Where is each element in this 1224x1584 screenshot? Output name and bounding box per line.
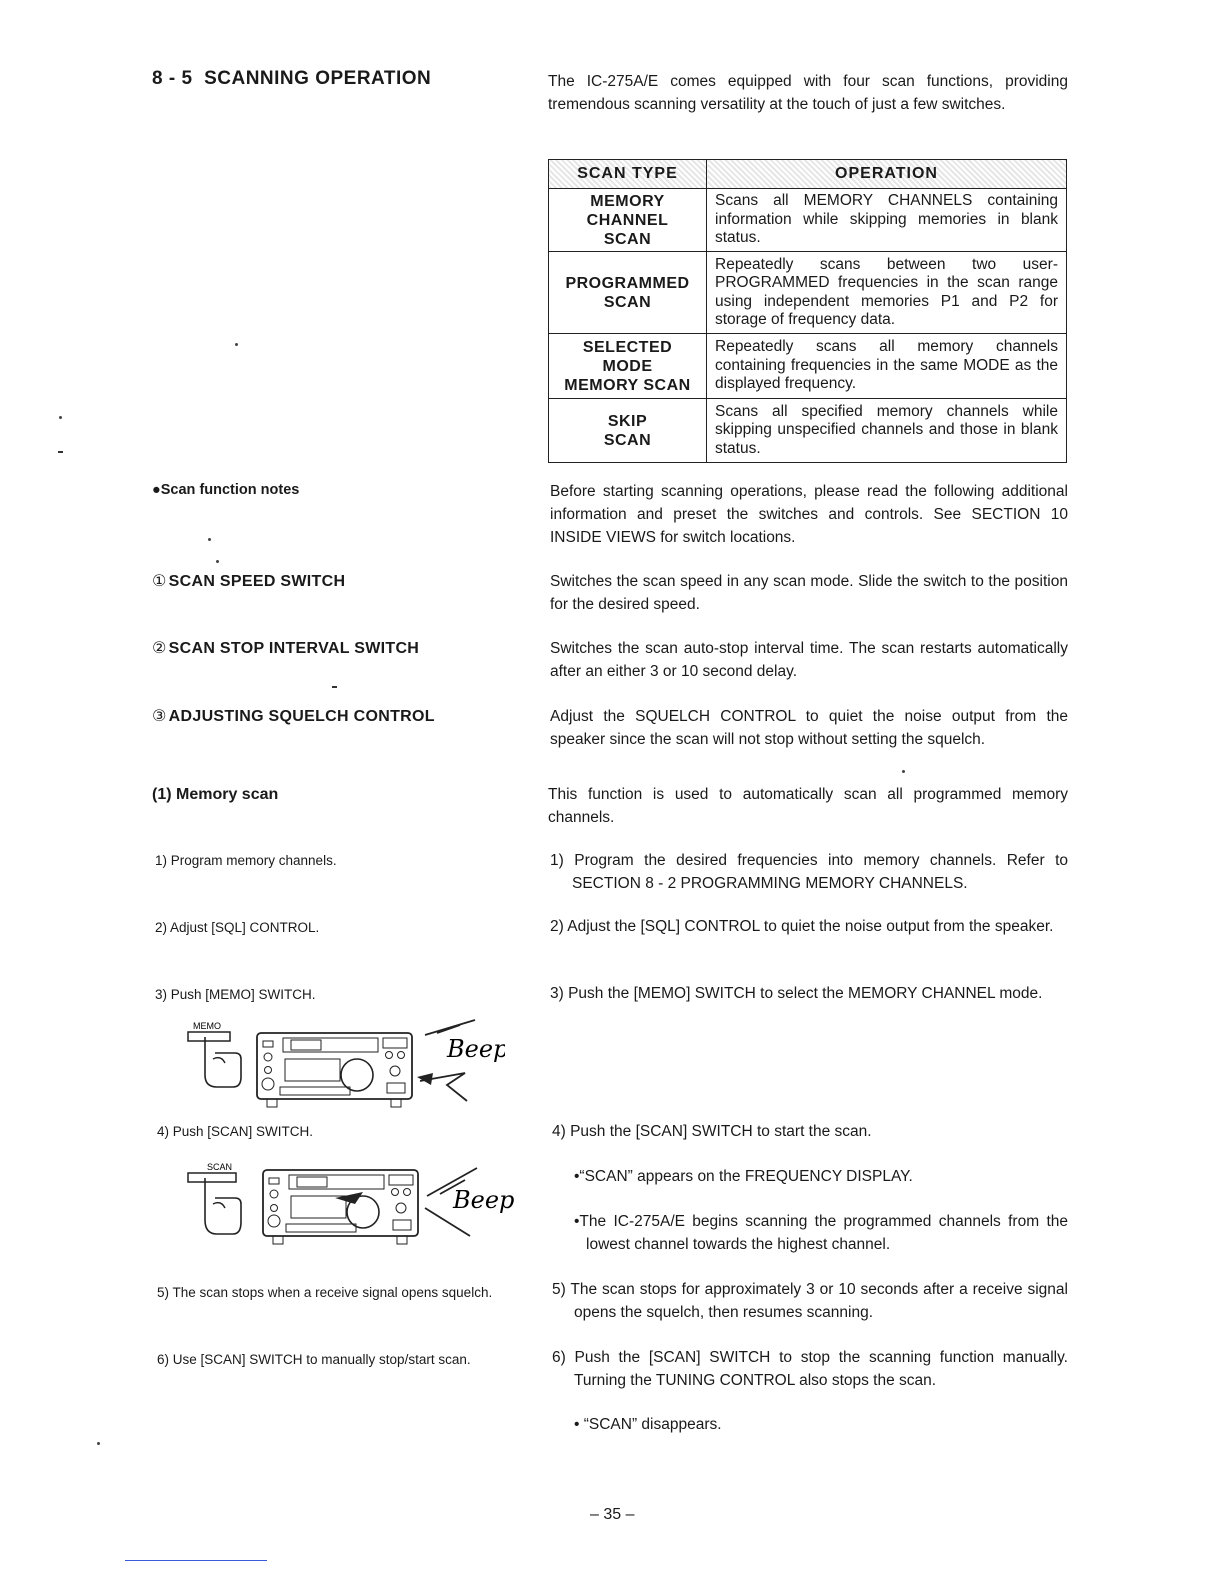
step4-bullet-2 (574, 1210, 1068, 1256)
section-intro: The IC-275A/E comes equipped with four scan functions, providing tremendous scanning versatility at the touch of just a few switches. (548, 73, 1068, 113)
step-right-6 (552, 1346, 1068, 1392)
section-number: 8 - 5 (152, 68, 193, 89)
note-title: ADJUSTING SQUELCH CONTROL (168, 708, 435, 725)
scan-type-cell (549, 189, 707, 252)
table-row (549, 252, 1067, 334)
type-line: SCAN (603, 230, 652, 248)
section-title: SCANNING OPERATION (204, 68, 432, 89)
scan-label: SCAN (207, 1162, 233, 1172)
step-right-4: 4) Push the [SCAN] SWITCH to start the scan. (552, 1123, 872, 1140)
type-line: SKIP (607, 412, 648, 430)
step-right-5 (552, 1278, 1068, 1324)
step-left-5: 5) The scan stops when a receive signal opens squelch. (157, 1285, 493, 1300)
scan-edge-line (125, 1560, 267, 1561)
scan-speck (902, 770, 905, 773)
note-heading-scan-speed (152, 571, 345, 591)
type-line: SCAN (603, 431, 652, 449)
step-left-3: 3) Push [MEMO] SWITCH. (155, 987, 316, 1002)
circled-number: ② (152, 640, 167, 657)
step4-bullet-1: •“SCAN” appears on the FREQUENCY DISPLAY. (574, 1168, 913, 1185)
section-heading (152, 68, 431, 90)
memo-label: MEMO (193, 1021, 221, 1031)
note-heading-squelch (152, 706, 435, 726)
step-left-4: 4) Push [SCAN] SWITCH. (157, 1124, 314, 1139)
step-right-text: 5) The scan stops for approximately 3 or 10 seconds after a receive signal opens the squelch, then resumes scanning. (552, 1281, 1068, 1321)
table-header-operation: OPERATION (707, 160, 1067, 189)
step-right-2 (550, 915, 1068, 938)
step-left-1: 1) Program memory channels. (155, 853, 337, 868)
type-line: MEMORY (590, 192, 665, 210)
step-right-3 (550, 982, 1068, 1005)
operation-cell: Repeatedly scans between two user-PROGRAMMED frequencies in the scan range using independent memories P1 and P2 for storage of frequency data. (707, 252, 1067, 334)
scan-speck (58, 451, 63, 453)
note-heading-stop-interval (152, 638, 419, 658)
scan-speck (332, 686, 337, 688)
type-line: MEMORY SCAN (564, 376, 691, 394)
note-text: Adjust the SQUELCH CONTROL to quiet the noise output from the speaker since the scan will not stop without setting the squelch. (550, 708, 1068, 748)
scan-type-table (548, 159, 1067, 463)
scan-illustration (185, 1158, 515, 1258)
page-number: – 35 – (590, 1506, 635, 1523)
circled-number: ① (152, 573, 167, 590)
note-title: SCAN SPEED SWITCH (168, 573, 346, 590)
note-text: Switches the scan auto-stop interval time. The scan restarts automatically after an either 3 or 10 second delay. (550, 640, 1068, 680)
scan-type-cell (549, 252, 707, 334)
type-line: PROGRAMMED (565, 274, 690, 292)
type-line: MODE (602, 357, 653, 375)
scan-speck (216, 560, 219, 563)
memo-illustration (185, 1015, 505, 1115)
table-row (549, 399, 1067, 463)
beep-text: Beep (447, 1035, 505, 1063)
step-left-2: 2) Adjust [SQL] CONTROL. (155, 920, 320, 935)
step-right-text: 3) Push the [MEMO] SWITCH to select the MEMORY CHANNEL mode. (550, 985, 1043, 1002)
notes-text: Before starting scanning operations, please read the following additional information and preset the switches and controls. See SECTION 10 INSIDE VIEWS for switch locations. (550, 483, 1068, 546)
memory-scan-text: This function is used to automatically scan all programmed memory channels. (548, 786, 1068, 826)
bullet-text: •The IC-275A/E begins scanning the programmed channels from the lowest channel towards the highest channel. (574, 1213, 1068, 1253)
operation-cell: Scans all specified memory channels while skipping unspecified channels and those in blank status. (707, 399, 1067, 463)
step-right-1 (550, 849, 1068, 895)
notes-label: ●Scan function notes (152, 482, 300, 498)
type-line: SCAN (603, 293, 652, 311)
memory-scan-title: (1) Memory scan (152, 786, 279, 803)
radio-memo-drawing (185, 1015, 505, 1115)
scan-speck (235, 343, 238, 346)
table-header-row (549, 160, 1067, 189)
note-text: Switches the scan speed in any scan mode. Slide the switch to the position for the desired speed. (550, 573, 1068, 613)
table-row (549, 189, 1067, 252)
radio-scan-drawing (185, 1158, 515, 1258)
scan-speck (59, 416, 62, 419)
operation-cell: Scans all MEMORY CHANNELS containing information while skipping memories in blank status. (707, 189, 1067, 252)
table-row (549, 334, 1067, 399)
type-line: SELECTED (582, 338, 673, 356)
scan-speck (208, 538, 211, 541)
step-left-6: 6) Use [SCAN] SWITCH to manually stop/start scan. (157, 1352, 471, 1367)
step-right-text: 1) Program the desired frequencies into memory channels. Refer to SECTION 8 - 2 PROGRAMMING MEMORY CHANNELS. (550, 852, 1068, 892)
scan-speck (97, 1442, 100, 1445)
type-line: CHANNEL (586, 211, 669, 229)
scan-type-cell (549, 399, 707, 463)
beep-text: Beep (453, 1186, 515, 1214)
circled-number: ③ (152, 708, 167, 725)
operation-cell: Repeatedly scans all memory channels containing frequencies in the same MODE as the displayed frequency. (707, 334, 1067, 399)
step-right-text: 6) Push the [SCAN] SWITCH to stop the scanning function manually. Turning the TUNING CONTROL also stops the scan. (552, 1349, 1068, 1389)
scan-type-cell (549, 334, 707, 399)
step6-bullet: • “SCAN” disappears. (574, 1416, 722, 1433)
note-title: SCAN STOP INTERVAL SWITCH (168, 640, 420, 657)
step-right-text: 2) Adjust the [SQL] CONTROL to quiet the noise output from the speaker. (550, 918, 1054, 935)
table-header-scan-type: SCAN TYPE (549, 160, 707, 189)
